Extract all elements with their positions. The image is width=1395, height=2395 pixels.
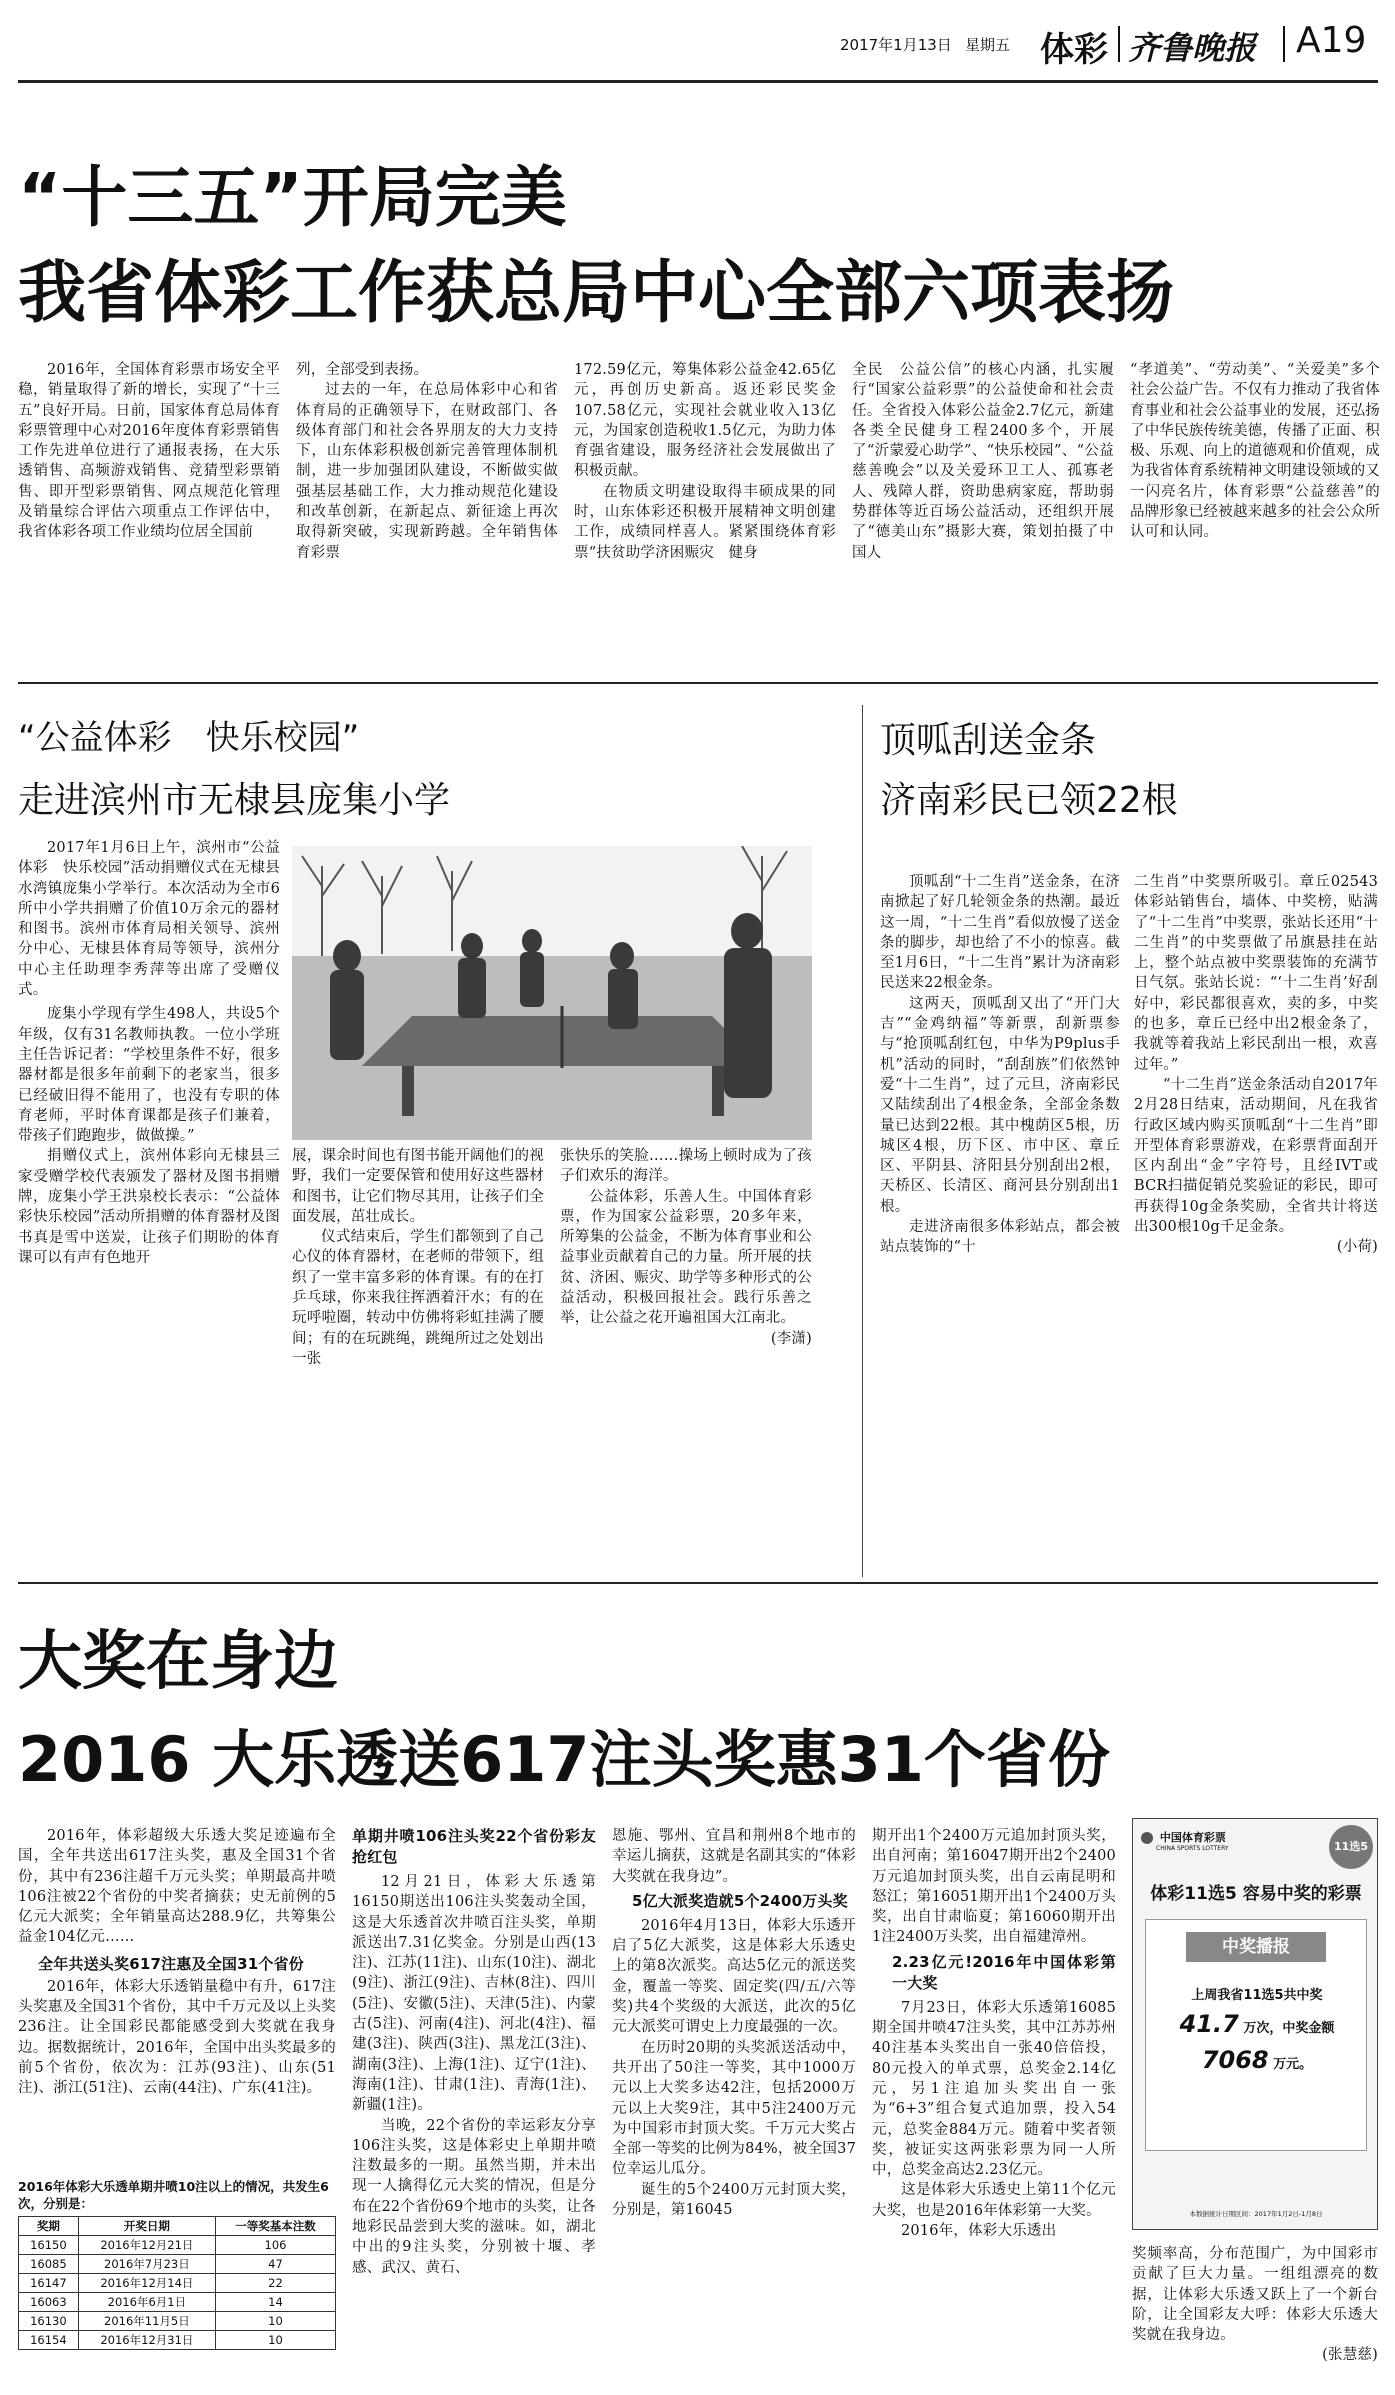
story4-subhead-3: 5亿大派奖造就5个2400万头奖 [632, 1891, 848, 1910]
newspaper-logo: 齐鲁晚报 [1128, 29, 1257, 67]
story2-text-2: 庞集小学现有学生498人，共设5个年级，仅有31名教师执教。一位小学班主任告诉记者：“学校里条件不好，很多器材都是很多年前剩下的老家当，很多已经破旧得不能用了，也没有专职的体育老师，平时体育课都是孩子们兼着，带孩子们跑跑步，做做操。” [18, 1006, 280, 1145]
table-cell: 16085 [19, 2255, 79, 2274]
story2-story3-divider [862, 705, 863, 1577]
table-cell: 16147 [19, 2274, 79, 2293]
ad-headline: 体彩11选5 容易中奖的彩票 [1150, 1884, 1362, 1904]
story1-headline-2: 我省体彩工作获总局中心全部六项表扬 [18, 254, 1175, 333]
story3-text-2: 二生肖”中奖票所吸引。章丘02543体彩站销售台，墙体、中奖榜，贴满了“十二生肖”中奖票，张站长还用“十二生肖”的中奖票做了吊旗悬挂在站上，整个站点被中奖票装饰的充满节日气氛。张站长说：“‘十二生肖’好刮好中，彩民都很喜欢，卖的多，中奖的也多，章丘已经中出2根金条了，我就等着我站上彩民刮出一根，欢喜过年。” [1134, 874, 1378, 1073]
table-cell: 16130 [19, 2312, 79, 2331]
story2-col-3 [560, 1146, 812, 1566]
table-cell: 22 [215, 2274, 335, 2293]
table-row [19, 2255, 336, 2274]
story1-col-4 [852, 360, 1114, 660]
ad-line-2: 万次，中奖金额 [1243, 2021, 1335, 2036]
story3-byline: (小荷) [1336, 1239, 1378, 1256]
story3-text-1: 顶呱刮“十二生肖”送金条，在济南掀起了好几轮领金条的热潮。最近这一周，“十二生肖”看似放慢了送金条的脚步，却也给了不小的惊喜。截至1月6日，“十二生肖”累计为济南彩民送来22根金条。 [880, 874, 1120, 992]
issue-weekday: 星期五 [965, 36, 1011, 54]
story4-text-3c: 在历时20期的头奖派送活动中，共开出了50注一等奖，其中1000万元以上大奖多达42注，包括2000万元以上大奖9注，其中5注2400万元为中国彩市封顶大奖。千万元大奖占全部一等奖的比例为84%，被全国37位幸运儿瓜分。 [612, 2039, 856, 2178]
story2-byline: (李潇) [770, 1330, 812, 1347]
lottery-advertisement [1132, 1818, 1378, 2230]
story4-subhead-1: 全年共送头奖617注惠及全国31个省份 [38, 1954, 304, 1973]
table-row [19, 2312, 336, 2331]
table-cell: 2016年12月14日 [78, 2274, 215, 2293]
ad-money: 7068 [1201, 2046, 1269, 2074]
table-cell: 16150 [19, 2236, 79, 2255]
table-row [19, 2293, 336, 2312]
masthead [0, 0, 1395, 78]
story1-text-3b: 在物质文明建设取得丰硕成果的同时，山东体彩还积极开展精神文明创建工作，成绩同样喜人。紧紧围绕体育彩票“扶贫助学济困赈灾 健身 [574, 483, 836, 561]
story1-text-4: 全民 公益公信”的核心内涵，扎实履行“国家公益彩票”的公益使命和社会责任。全省投入体彩公益金2.7亿元，新建各类全民健身工程2400多个，开展了“沂蒙爱心助学”、“快乐校园”、“公益慈善晚会”以及关爱环卫工人、孤寡老人、残障人群，资助患病家庭，帮助弱势群体等近百场公益活动，还组织开展了“德美山东”摄影大赛，策划拍摄了中国人 [852, 362, 1114, 561]
story2-col-1 [18, 838, 280, 1566]
story1-text-5: “孝道美”、“劳动美”、“关爱美”多个社会公益广告。不仅有力推动了我省体育事业和社会公益事业的发展，还弘扬了中华民族传统美德，传播了正面、积极、乐观、向上的道德观和价值观，成为我省体育系统精神文明建设领域的又一闪亮名片，体育彩票“公益慈善”的品牌形象已经被越来越多的社会公众所认可和认同。 [1130, 362, 1380, 541]
ad-footnote: 本数据统计日期区间：2017年1月2日-1月8日 [1189, 2210, 1323, 2218]
masthead-divider [1118, 26, 1120, 62]
story4-text-4: 期开出1个2400万元追加封顶头奖，出自河南；第16047期开出2个2400万元追加封顶头奖，出自云南昆明和怒江；第16051期开出1个2400万头奖，出自甘肃临夏；第16060期开出1注2400万头奖，出自福建漳州。 [872, 1828, 1116, 1946]
ad-brand-english: CHINA SPORTS LOTTERY [1156, 1845, 1229, 1852]
table-cell: 2016年12月31日 [78, 2331, 215, 2350]
table-cell: 106 [215, 2236, 335, 2255]
ad-brand-logo-icon [1141, 1832, 1153, 1844]
ad-stat-row-1 [1146, 2010, 1368, 2038]
story1-text-2a: 列，全部受到表扬。 [296, 362, 429, 378]
table-row [19, 2236, 336, 2255]
story2-text-c3a: 张快乐的笑脸……操场上顿时成为了孩子们欢乐的海洋。 [560, 1148, 812, 1185]
story3-bottom-rule [18, 1582, 1378, 1584]
story2-text-c2b: 仪式结束后，学生们都领到了自己心仪的体育器材，在老师的带领下，组织了一堂丰富多彩的体育课。有的在打乒乓球，你来我往挥洒着汗水；有的在玩呼啦圈，转动中仿佛将彩虹挂满了腰间；有的在玩跳绳，跳绳所过之处划出一张 [292, 1229, 544, 1367]
story1-text-1: 2016年，全国体育彩票市场安全平稳，销量取得了新的增长，实现了“十三五”良好开局。日前，国家体育总局体育彩票管理中心对2016年度体育彩票销售工作先进单位进行了通报表扬，在大乐透销售、高频游戏销售、竞猜型彩票销售、即开型彩票销售、网点规范化管理及销量综合评估六项重点工作评估中，我省体彩各项工作业绩均位居全国前 [18, 362, 280, 541]
story2-text-c2a: 展，课余时间也有图书能开阔他们的视野，我们一定要保管和使用好这些器材和图书，让它们物尽其用，让孩子们全面发展，茁壮成长。 [292, 1148, 544, 1225]
table-header-cell: 一等奖基本注数 [215, 2217, 335, 2236]
table-cell: 16154 [19, 2331, 79, 2350]
story4-text-3: 恩施、鄂州、宜昌和荆州8个地市的幸运儿摘获，这就是名副其实的“体彩大奖就在我身边”。 [612, 1828, 856, 1885]
story2-headline-1: “公益体彩 快乐校园” [18, 718, 360, 758]
table-cell: 2016年12月21日 [78, 2236, 215, 2255]
story1-col-1 [18, 360, 280, 660]
story3-col-2 [1134, 872, 1378, 1572]
story2-text-3: 捐赠仪式上，滨州体彩向无棣县三家受赠学校代表颁发了器材及图书捐赠牌，庞集小学王洪泉校长表示：“公益体彩快乐校园”活动所捐赠的体育器材及图书真是雪中送炭，让孩子们期盼的体育课可以有声有色地开 [18, 1148, 280, 1266]
story4-text-4b: 7月23日，体彩大乐透第16085期全国井喷47注头奖，其中江苏苏州40注基本头奖出自一张40倍倍投，80元投入的单式票，总奖金2.14亿元，另1注追加头奖出自一张为“6+3”组合复式追加票，投入54元，总奖金884万元。随着中奖者领奖，被证实这两张彩票为同一人所中，总奖金高达2.23亿元。 [872, 1999, 1116, 2179]
ad-unit: 万元。 [1273, 2057, 1313, 2072]
table-cell: 10 [215, 2312, 335, 2331]
ad-stat-row-2 [1146, 2046, 1368, 2074]
story1-text-3a: 172.59亿元，筹集体彩公益金42.65亿元，再创历史新高。返还彩民奖金107.58亿元，实现社会就业收入13亿元，为国家创造税收1.5亿元，为助力体育强省建设，服务经济社会发展做出了积极贡献。 [574, 362, 836, 480]
table-row [19, 2331, 336, 2350]
table-cell: 10 [215, 2331, 335, 2350]
table-header-cell: 开奖日期 [78, 2217, 215, 2236]
story4-subhead-4: 2.23亿元!2016年中国体彩第一大奖 [892, 1952, 1116, 1992]
story4-col-1 [18, 1826, 336, 2176]
masthead-divider-2 [1283, 26, 1285, 62]
story4-text-1: 2016年，体彩超级大乐透大奖足迹遍布全国，全年共送出617注头奖，惠及全国31个省份，其中有236注超千万元头奖；单期最高井喷106注被22个省份的中奖者摘获；史无前例的5亿元大派奖；全年销量高达288.9亿，共筹集公益金104亿元…… [18, 1828, 336, 1946]
table-header-cell: 奖期 [19, 2217, 79, 2236]
issue-date: 2017年1月13日 [840, 36, 952, 54]
story3-text-2b: “十二生肖”送金条活动自2017年2月28日结束，活动期间，凡在我省行政区域内购买顶呱刮“十二生肖”即开型体育彩票游戏，在彩票背面刮开区内刮出“金”字符号，且经IVT或BCR扫描促销兑奖验证的彩民，即可再获得10g金条奖励，全省共计将送出300根10g千足金条。 [1134, 1076, 1378, 1236]
ad-brand [1141, 1829, 1229, 1852]
ad-line-1: 上周我省11选5共中奖 [1191, 1988, 1323, 2003]
ad-11x5-badge [1329, 1825, 1373, 1869]
page-number: A19 [1296, 20, 1367, 61]
story4-text-2: 12月21日，体彩大乐透第16150期送出106注头奖轰动全国，这是大乐透首次井喷百注头奖，单期派送出7.31亿奖金。分别是山西(13注)、江苏(11注)、山东(10注)、湖北(9注)、浙江(9注)、吉林(8注)、四川(5注)、安徽(5注)、天津(5注)、内蒙古(5注)、河南(4注)、河北(4注)、福建(3注)、陕西(3注)、黑龙江(3注)、湖南(3注)、上海(1注)、辽宁(1注)、海南(1注)、甘肃(1注)、青海(1注)、新疆(1注)。 [352, 1874, 596, 2114]
ad-11x5-label: 11选5 [1334, 1840, 1368, 1853]
story2-text-c3b: 公益体彩，乐善人生。中国体育彩票，作为国家公益彩票，20多年来，所筹集的公益金，不断为体育事业和公益事业贡献着自己的力量。所开展的扶贫、济困、赈灾、助学等多种形式的公益活动，积极回报社会。践行乐善之举，让公益之花开遍祖国大江南北。 [560, 1188, 812, 1327]
story4-text-2b: 当晚，22个省份的幸运彩友分享106注头奖，这是体彩史上单期井喷注数最多的一期。虽然当期，并未出现一人擒得亿元大奖的情况，但是分布在22个省份69个地市的头奖，让各地彩民品尝到大奖的滋味。如，湖北中出的9注头奖，分别被十堰、孝感、武汉、黄石、 [352, 2117, 596, 2276]
table-row [19, 2274, 336, 2293]
table-cell: 2016年7月23日 [78, 2255, 215, 2274]
story4-headline-1: 大奖在身边 [18, 1625, 338, 1699]
jackpot-table-title: 2016年体彩大乐透单期井喷10注以上的情况，共发生6次，分别是： [18, 2179, 329, 2211]
story4-col-3 [612, 1826, 856, 2386]
story4-col-4 [872, 1826, 1116, 2386]
story4-col-5 [1132, 2244, 1378, 2384]
table-cell: 2016年6月1日 [78, 2293, 215, 2312]
table-cell: 47 [215, 2255, 335, 2274]
story1-col-2 [296, 360, 558, 660]
photo-illustration [292, 846, 812, 1140]
jackpot-table [18, 2216, 336, 2350]
story2-col-2 [292, 1146, 544, 1566]
story1-col-5 [1130, 360, 1380, 660]
story3-text-1b: 这两天，顶呱刮又出了“开门大吉”“金鸡纳福”等新票，刮新票参与“抢顶呱刮红包，中华为P9plus手机”活动的同时，“刮刮族”们依然钟爱“十二生肖”，过了元旦，济南彩民又陆续刮出了4根金条，全部金条数量已达到22根。其中槐荫区5根，历城区4根，历下区、市中区、章丘区、平阴县、济阳县分别刮出2根，天桥区、长清区、商河县分别刮出1根。 [880, 995, 1120, 1215]
jackpot-table-block [18, 2178, 336, 2350]
top-rule [18, 80, 1378, 83]
story4-byline: (张慧慈) [1322, 2347, 1378, 2364]
story1-text-2b: 过去的一年，在总局体彩中心和省体育局的正确领导下，在财政部门、各级体育部门和社会各界朋友的大力支持下，山东体彩积极创新完善管理体制机制，进一步加强团队建设，不断做实做强基层基础工作，大力推动规范化建设和改革创新，在新起点、新征途上再次取得新突破，实现新跨越。全年销售体育彩票 [296, 382, 558, 561]
story4-text-4c: 这是体彩大乐透史上第11个亿元大奖，也是2016年体彩第一大奖。 [872, 2182, 1116, 2219]
story2-headline-2: 走进滨州市无棣县庞集小学 [18, 780, 451, 821]
story4-text-4d: 2016年，体彩大乐透出 [901, 2223, 1057, 2240]
story2-lead: 2017年1月6日上午，滨州市“公益体彩 快乐校园”活动捐赠仪式在无棣县水湾镇庞集小学举行。本次活动为全市6所中小学共捐赠了价值10万余元的器材和图书。滨州市体育局相关领导、滨州分中心、无棣县体育局等领导，滨州分中心主任助理李秀萍等出席了受赠仪式。 [18, 840, 280, 999]
ad-banner-box [1145, 1919, 1367, 2151]
story4-text-3b: 2016年4月13日，体彩大乐透开启了5亿大派奖，这是体彩大乐透史上的第8次派奖。高达5亿元的派送奖金，覆盖一等奖、固定奖(四/五/六等奖)共4个奖级的大派送，此次的5亿元大派奖可谓史上力度最强的一次。 [612, 1917, 856, 2036]
table-cell: 14 [215, 2293, 335, 2312]
ad-banner: 中奖播报 [1186, 1932, 1326, 1962]
story4-headline-2: 2016 大乐透送617注头奖惠31个省份 [18, 1723, 1110, 1796]
story4-text-3d: 诞生的5个2400万元封顶大奖，分别是，第16045 [612, 2181, 856, 2219]
table-cell: 16063 [19, 2293, 79, 2312]
section-name: 体彩 [1040, 30, 1108, 70]
story4-col-2 [352, 1826, 596, 2386]
jackpot-table-header [19, 2217, 336, 2236]
story3-text-1c: 走进济南很多体彩站点，都会被站点装饰的“十 [880, 1219, 1120, 1256]
story1-bottom-rule [18, 682, 1378, 684]
school-ping-pong-photo [292, 846, 812, 1140]
story1-headline-1: “十三五”开局完美 [18, 159, 567, 236]
ad-amount: 41.7 [1179, 2010, 1239, 2038]
story3-headline-1: 顶呱刮送金条 [880, 720, 1097, 761]
story4-text-1b: 2016年，体彩大乐透销量稳中有升，617注头奖惠及全国31个省份，其中千万元及以上头奖236注。让全国彩民都能感受到大奖就在我身边。据数据统计，2016年，全国中出头奖最多的前5个省份，依次为：江苏(93注)、山东(51注)、浙江(51注)、云南(44注)、广东(41注)。 [18, 1978, 336, 2097]
story4-text-5: 奖频率高，分布范围广，为中国彩市贡献了巨大力量。一组组漂亮的数据，让体彩大乐透又跃上了一个新台阶，让全国彩友大呼：体彩大乐透大奖就在我身边。 [1132, 2246, 1378, 2344]
story1-col-3 [574, 360, 836, 660]
table-cell: 2016年11月5日 [78, 2312, 215, 2331]
ad-brand-name: 中国体育彩票 [1159, 1831, 1226, 1844]
story3-headline-2: 济南彩民已领22根 [880, 780, 1178, 821]
story4-subhead-2: 单期井喷106注头奖22个省份彩友抢红包 [352, 1827, 596, 1866]
story3-col-1 [880, 872, 1120, 1572]
